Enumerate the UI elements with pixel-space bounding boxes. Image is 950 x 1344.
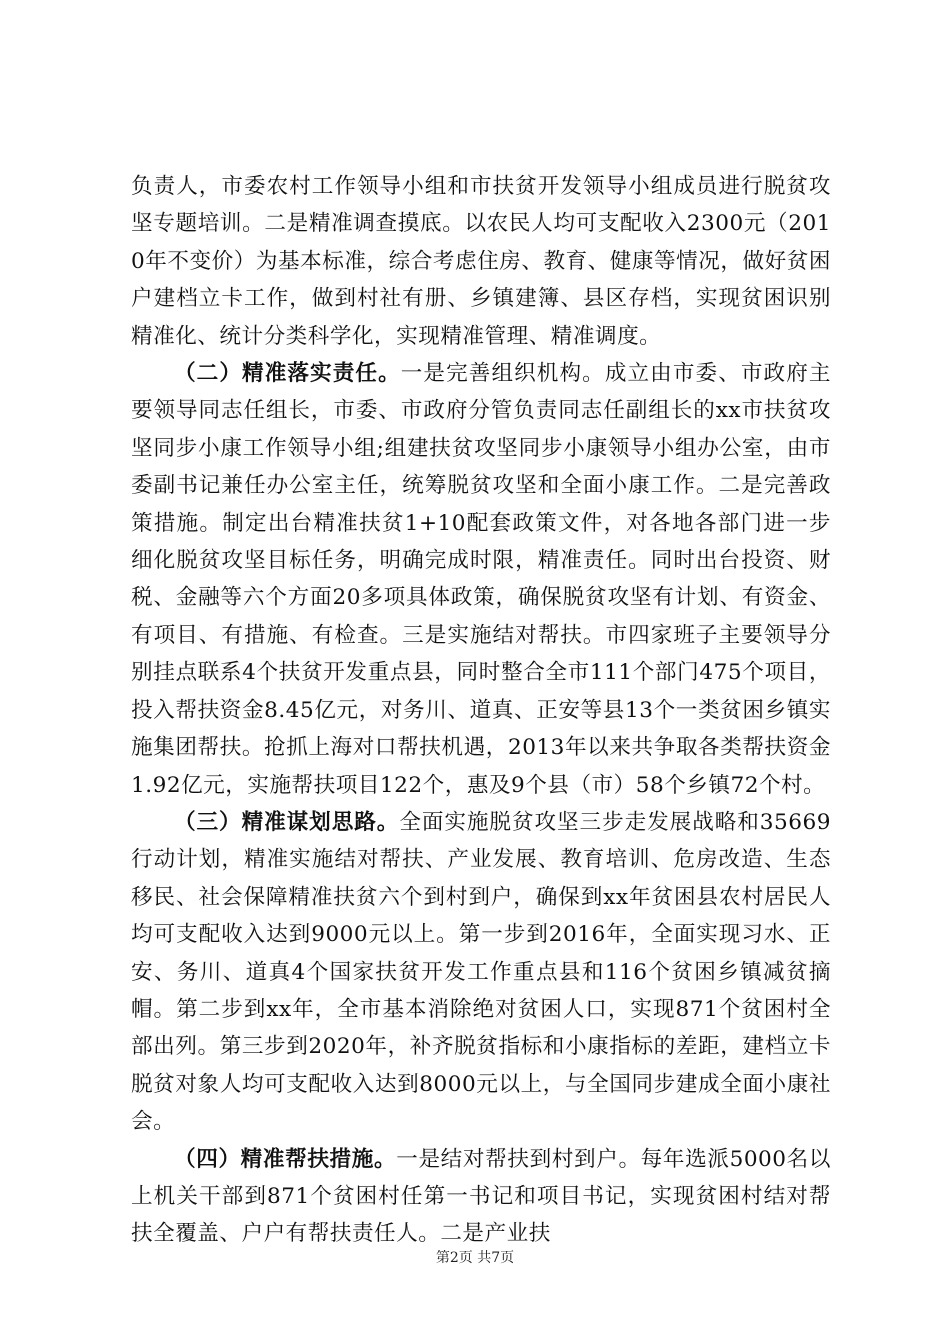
paragraph-3-heading: （三）精准谋划思路。 — [174, 809, 400, 835]
page-number: 第2页 — [435, 1250, 473, 1266]
paragraph-3 — [131, 804, 831, 1141]
paragraph-4-text: 一是结对帮扶到村到户。每年选派5000名以上机关干部到871个贫困村任第一书记和项目书记，实现贫困村结对帮扶全覆盖、户户有帮扶责任人。二是产业扶 — [131, 1146, 831, 1247]
paragraph-2-text: 一是完善组织机构。成立由市委、市政府主要领导同志任组长，市委、市政府分管负责同志任副组长的xx市扶贫攻坚同步小康工作领导小组;组建扶贫攻坚同步小康领导小组办公室，由市委副书记兼任办公室主任，统筹脱贫攻坚和全面小康工作。二是完善政策措施。制定出台精准扶贫1+10配套政策文件，对各地各部门进一步细化脱贫攻坚目标任务，明确完成时限，精准责任。同时出台投资、财税、金融等六个方面20多项具体政策，确保脱贫攻坚有计划、有资金、有项目、有措施、有检查。三是实施结对帮扶。市四家班子主要领导分别挂点联系4个扶贫开发重点县，同时整合全市111个部门475个项目，投入帮扶资金8.45亿元，对务川、道真、正安等县13个一类贫困乡镇实施集团帮扶。抢抓上海对口帮扶机遇，2013年以来共争取各类帮扶资金1.92亿元，实施帮扶项目122个，惠及9个县（市）58个乡镇72个村。 — [131, 361, 831, 798]
page-footer — [0, 1247, 950, 1267]
page-total: 共7页 — [477, 1250, 515, 1266]
paragraph-2 — [131, 355, 831, 804]
paragraph-3-text: 全面实施脱贫攻坚三步走发展战略和35669行动计划，精准实施结对帮扶、产业发展、教育培训、危房改造、生态移民、社会保障精准扶贫六个到村到户，确保到xx年贫困县农村居民人均可支配收入达到9000元以上。第一步到2016年，全面实现习水、正安、务川、道真4个国家扶贫开发工作重点县和116个贫困乡镇减贫摘帽。第二步到xx年，全市基本消除绝对贫困人口，实现871个贫困村全部出列。第三步到2020年，补齐脱贫指标和小康指标的差距，建档立卡脱贫对象人均可支配收入达到8000元以上，与全国同步建成全面小康社会。 — [131, 809, 831, 1135]
paragraph-4 — [131, 1141, 831, 1253]
paragraph-1 — [131, 168, 831, 355]
paragraph-2-heading: （二）精准落实责任。 — [174, 361, 401, 387]
document-body — [131, 168, 831, 1253]
paragraph-4-heading: （四）精准帮扶措施。 — [174, 1146, 397, 1172]
paragraph-1-text: 负责人，市委农村工作领导小组和市扶贫开发领导小组成员进行脱贫攻坚专题培训。二是精准调查摸底。以农民人均可支配收入2300元（2010年不变价）为基本标准，综合考虑住房、教育、健康等情况，做好贫困户建档立卡工作，做到村社有册、乡镇建簿、县区存档，实现贫困识别精准化、统计分类科学化，实现精准管理、精准调度。 — [131, 174, 831, 349]
